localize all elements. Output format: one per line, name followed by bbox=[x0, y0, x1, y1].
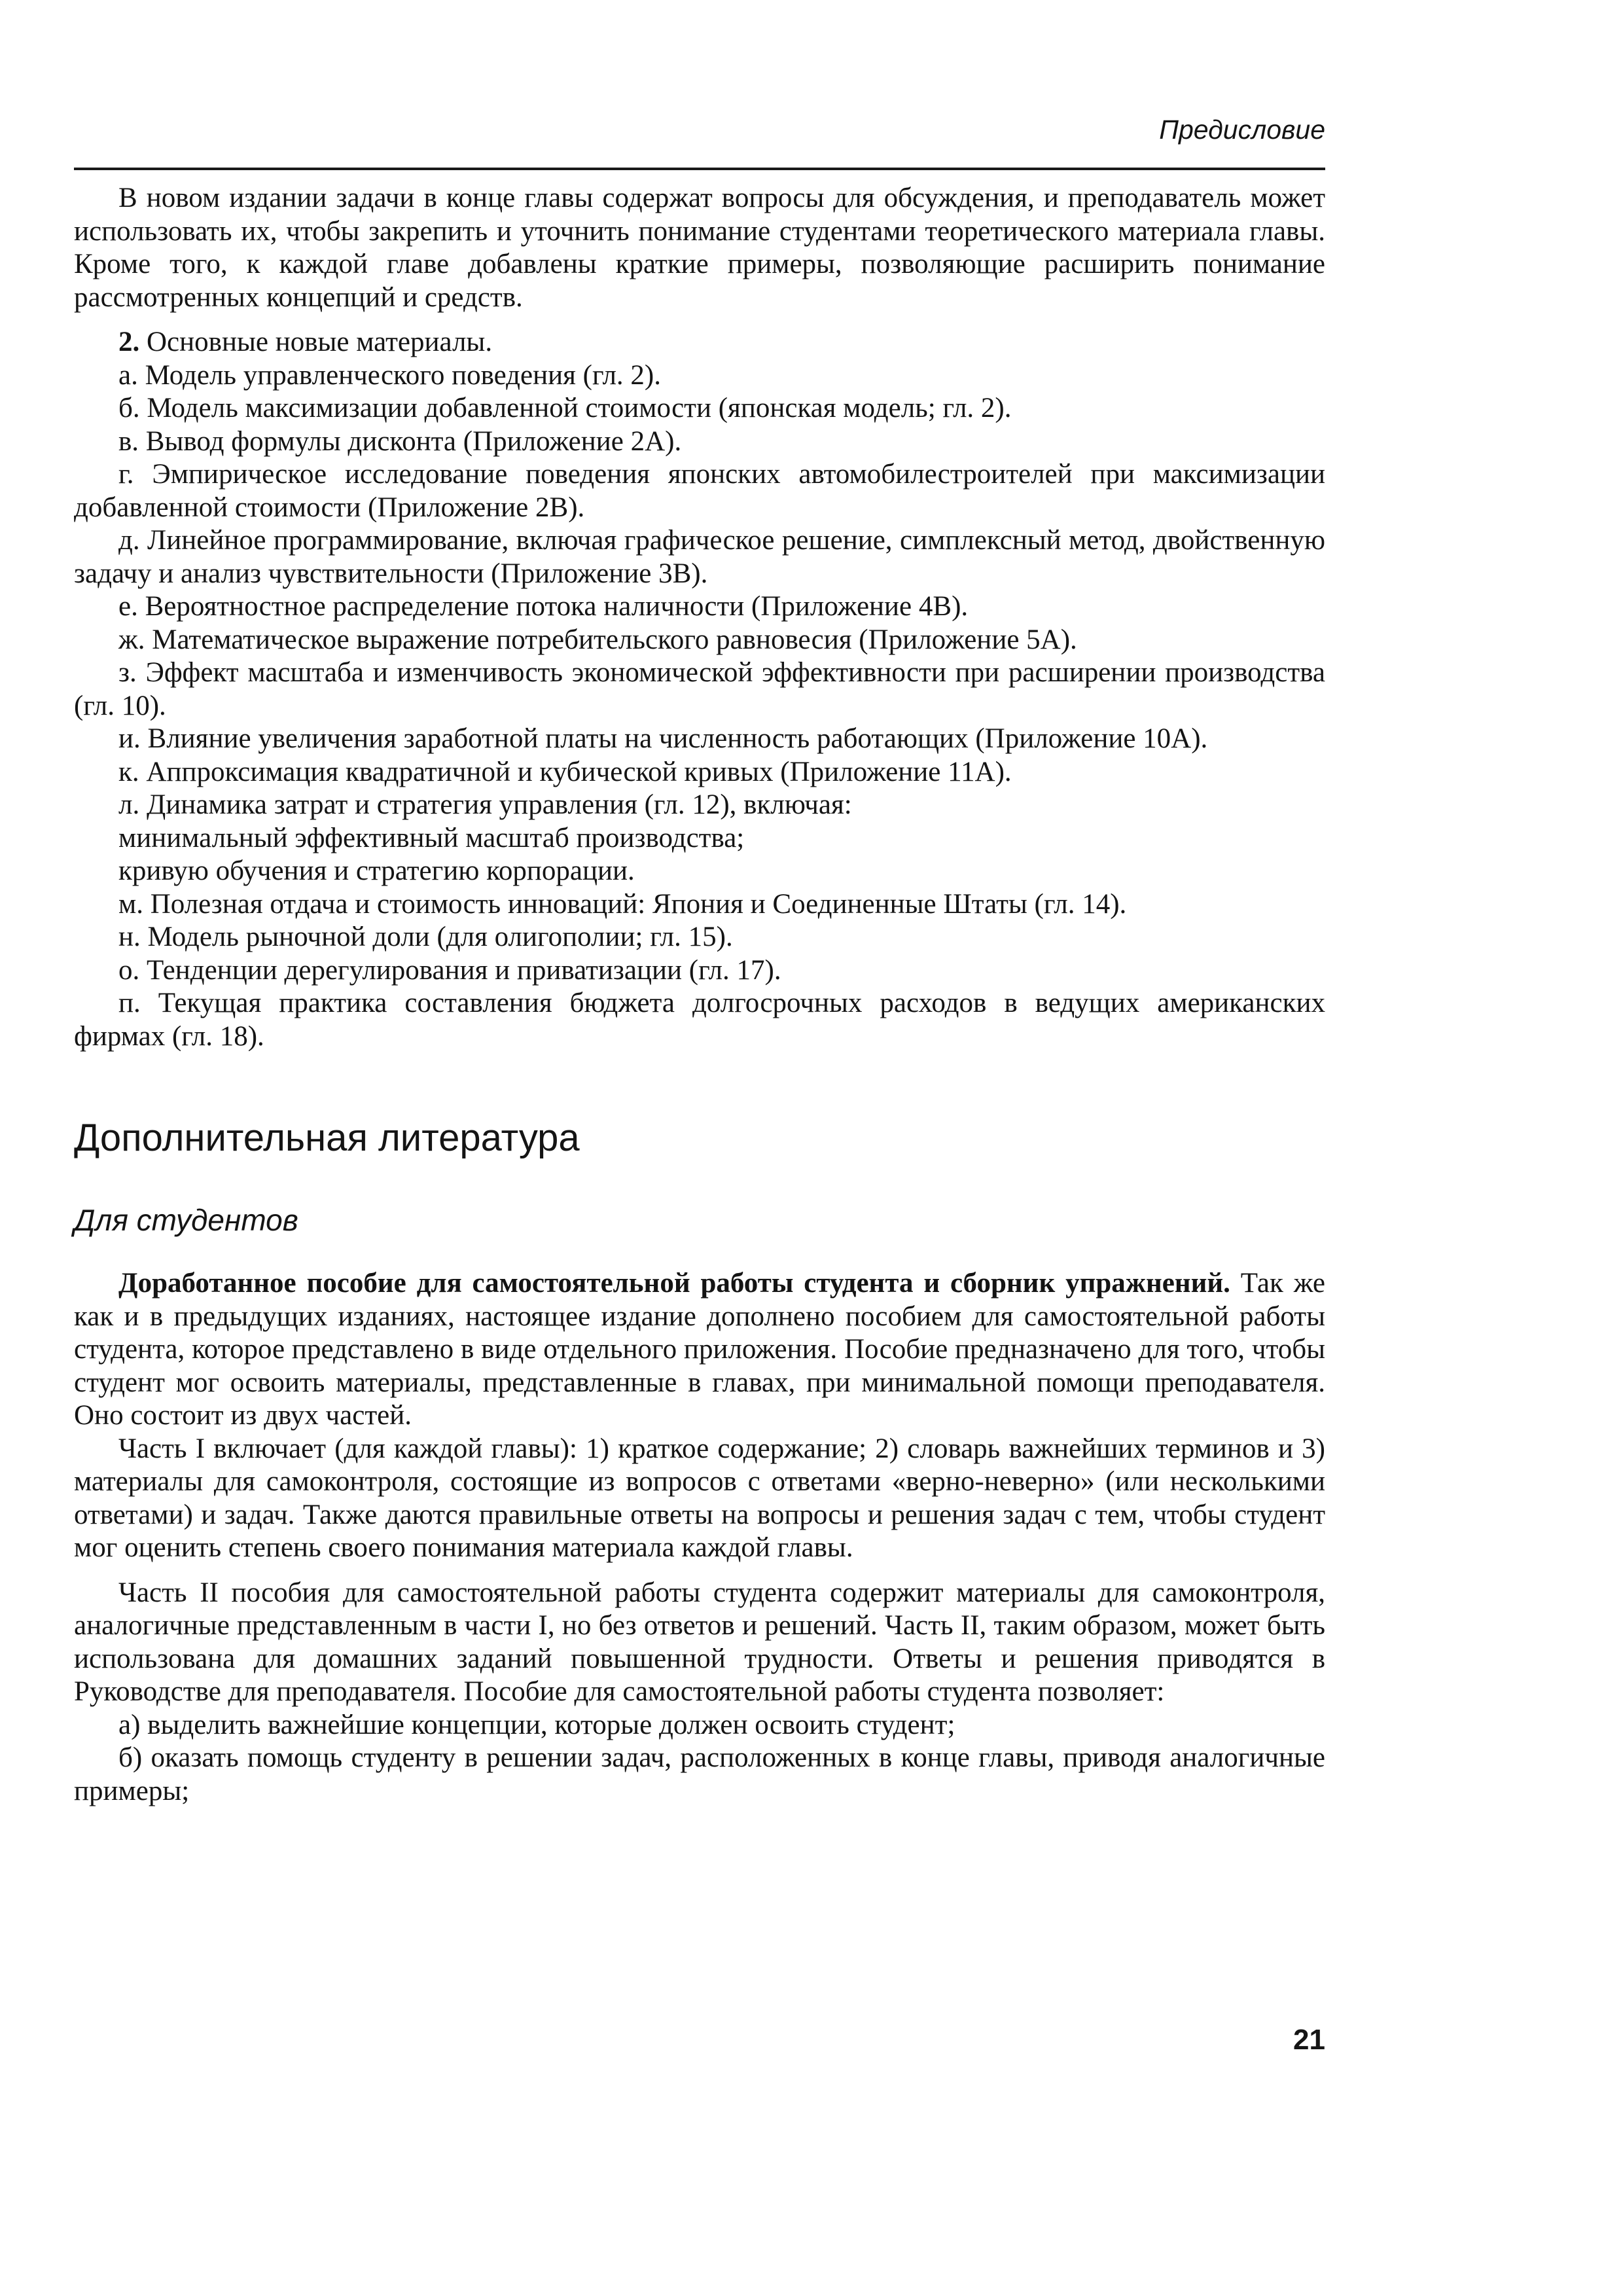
list-item: ж. Математическое выражение потребительского равновесия (Приложение 5А). bbox=[118, 624, 1077, 655]
list-item: к. Аппроксимация квадратичной и кубической кривых (Приложение 11А). bbox=[118, 756, 1012, 787]
list-item: минимальный эффективный масштаб производства; bbox=[118, 822, 745, 853]
list-item: в. Вывод формулы дисконта (Приложение 2А). bbox=[118, 425, 682, 457]
list-item: е. Вероятностное распределение потока наличности (Приложение 4В). bbox=[118, 591, 969, 622]
new-materials-heading bbox=[74, 326, 1325, 359]
list-item: б. Модель максимизации добавленной стоимости (японская модель; гл. 2). bbox=[118, 393, 1012, 423]
page-number: 21 bbox=[1293, 2024, 1325, 2056]
list-item: п. Текущая практика составления бюджета долгосрочных расходов в ведущих американских фирмах (гл. 18). bbox=[74, 988, 1325, 1052]
list-item: а. Модель управленческого поведения (гл. 2). bbox=[118, 359, 661, 391]
part-two-paragraph: Часть II пособия для самостоятельной работы студента содержит материалы для самоконтроля, аналогичные представленным в части I, но без ответов и решений. Часть II, таким образом, может быть использована для домашних заданий повышенной трудности. Ответы и решения приводятся в Руководстве для преподавателя. Пособие для самостоятельной работы студента позволяет: bbox=[74, 1577, 1325, 1707]
list-item: з. Эффект масштаба и изменчивость экономической эффективности при расширении производства (гл. 10). bbox=[74, 657, 1325, 721]
subsection-title: Для студентов bbox=[74, 1203, 298, 1237]
list-item: а) выделить важнейшие концепции, которые должен освоить студент; bbox=[118, 1709, 955, 1740]
list-item: м. Полезная отдача и стоимость инноваций: Япония и Соединенные Штаты (гл. 14). bbox=[118, 888, 1127, 920]
list-item: кривую обучения и стратегию корпорации. bbox=[118, 855, 635, 886]
list-item: н. Модель рыночной доли (для олигополии; гл. 15). bbox=[118, 922, 733, 952]
section-title: Дополнительная литература bbox=[74, 1117, 580, 1159]
new-materials-number: 2. bbox=[118, 327, 140, 357]
page-body bbox=[74, 182, 1325, 1808]
lead-bold-text: Доработанное пособие для самостоятельной работы студента и сборник упражнений. bbox=[118, 1268, 1230, 1299]
page-header bbox=[74, 111, 1325, 170]
list-item: г. Эмпирическое исследование поведения японских автомобилестроителей при максимизации добавленной стоимости (Приложение 2В). bbox=[74, 459, 1325, 523]
lead-rest-text: Так же как и в предыдущих изданиях, настоящее издание дополнено пособием для самостоятельной работы студента, которое представлено в виде отдельного приложения. Пособие предназначено для того, чтобы студент мог освоить материалы, представленные в главах, при минимальной помощи преподавателя. Оно состоит из двух частей. bbox=[74, 1268, 1325, 1431]
lead-paragraph bbox=[74, 1267, 1325, 1433]
list-item: о. Тенденции дерегулирования и приватизации (гл. 17). bbox=[118, 954, 781, 986]
list-item: б) оказать помощь студенту в решении задач, расположенных в конце главы, приводя аналогичные примеры; bbox=[74, 1742, 1325, 1806]
list-item: л. Динамика затрат и стратегия управления (гл. 12), включая: bbox=[118, 789, 852, 820]
new-materials-heading-text: Основные новые материалы. bbox=[147, 327, 493, 357]
list-item: д. Линейное программирование, включая графическое решение, симплексный метод, двойственную задачу и анализ чувствительности (Приложение 3В). bbox=[74, 525, 1325, 589]
list-item: и. Влияние увеличения заработной платы на численность работающих (Приложение 10А). bbox=[118, 723, 1208, 754]
intro-paragraph: В новом издании задачи в конце главы содержат вопросы для обсуждения, и преподаватель может использовать их, чтобы закрепить и уточнить понимание студентами теоретического материала главы. Кроме того, к каждой главе добавлены краткие примеры, позволяющие расширить понимание рассмотренных концепций и средств. bbox=[74, 183, 1325, 313]
running-head: Предисловие bbox=[1159, 115, 1325, 145]
part-one-paragraph: Часть I включает (для каждой главы): 1) краткое содержание; 2) словарь важнейших терминов и 3) материалы для самоконтроля, состоящие из вопросов с ответами «верно-неверно» (или несколькими ответами) и задач. Также даются правильные ответы на вопросы и решения задач с тем, чтобы студент мог оценить степень своего понимания материала каждой главы. bbox=[74, 1433, 1325, 1563]
